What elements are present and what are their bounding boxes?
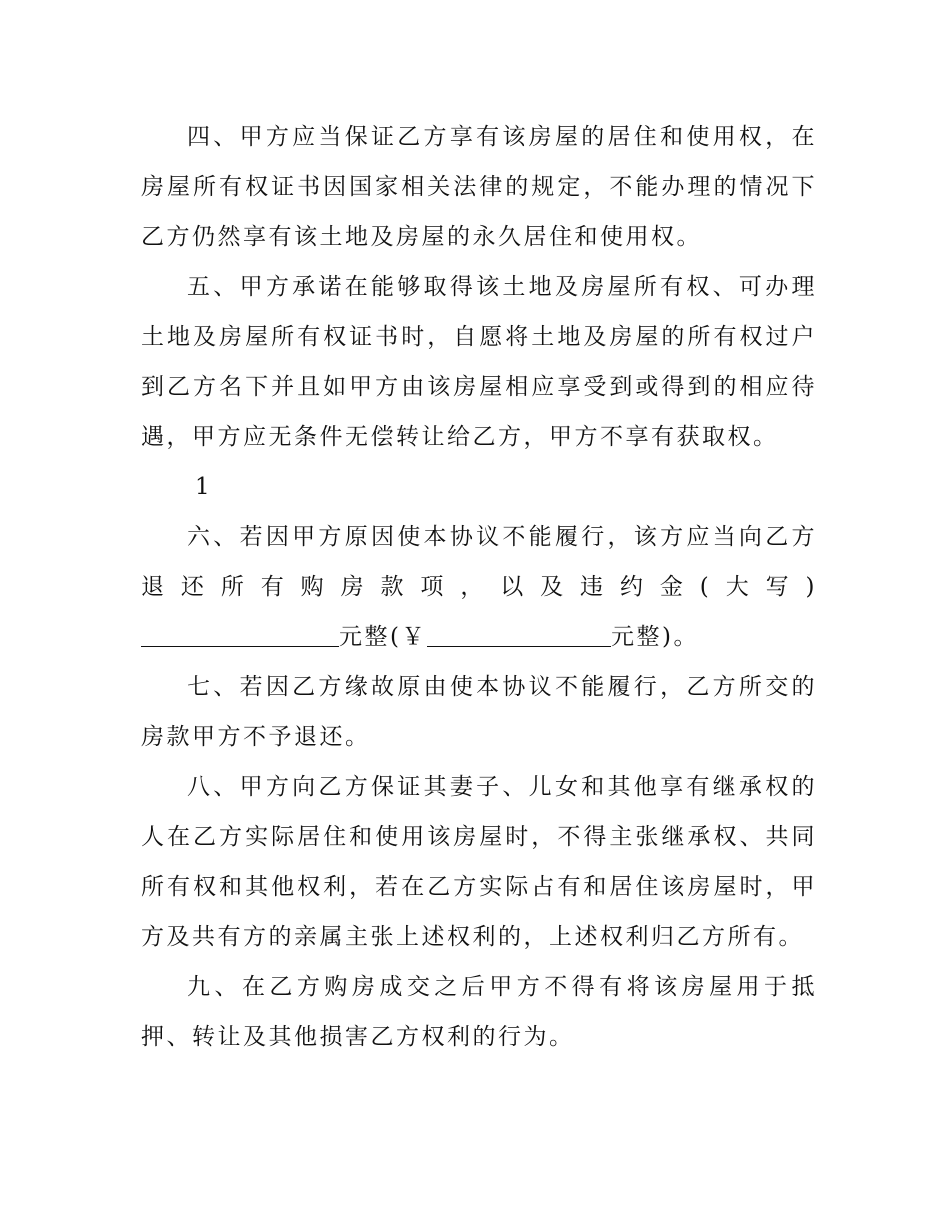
page-number: 1 [195,474,210,500]
clause-9: 九、在乙方购房成交之后甲方不得有将该房屋用于抵押、转让及其他损害乙方权利的行为。 [141,974,817,1050]
clause-6-amount-words [141,624,390,650]
clause-7: 七、若因乙方缘故原由使本协议不能履行，乙方所交的房款甲方不予退还。 [141,674,817,750]
clause-6-text: 六、若因甲方原因使本协议不能履行，该方应当向乙方退还所有购房款项，以及违约金(大写) [141,524,817,600]
clause-8: 八、甲方向乙方保证其妻子、儿女和其他享有继承权的人在乙方实际居住和使用该房屋时，不得主张继承权、共同所有权和其他权利，若在乙方实际占有和居住该房屋时，甲方及共有方的亲属主张上述权利的，上述权利归乙方所有。 [141,774,817,950]
clause-6-unit: 元整 [339,624,390,650]
clause-6-amount-figure-close: 元整)。 [610,624,699,650]
document-body [141,112,817,1062]
amount-in-words-blank [141,622,339,647]
amount-in-figures-blank [427,622,611,647]
clause-6 [141,512,817,662]
clause-4: 四、甲方应当保证乙方享有该房屋的居住和使用权，在房屋所有权证书因国家相关法律的规定，不能办理的情况下乙方仍然享有该土地及房屋的永久居住和使用权。 [141,124,817,250]
clause-5: 五、甲方承诺在能够取得该土地及房屋所有权、可办理土地及房屋所有权证书时，自愿将土地及房屋的所有权过户到乙方名下并且如甲方由该房屋相应享受到或得到的相应待遇，甲方应无条件无偿转让给乙方，甲方不享有获取权。 [141,274,817,450]
clause-6-amount-figure-open: (￥ [390,624,427,650]
